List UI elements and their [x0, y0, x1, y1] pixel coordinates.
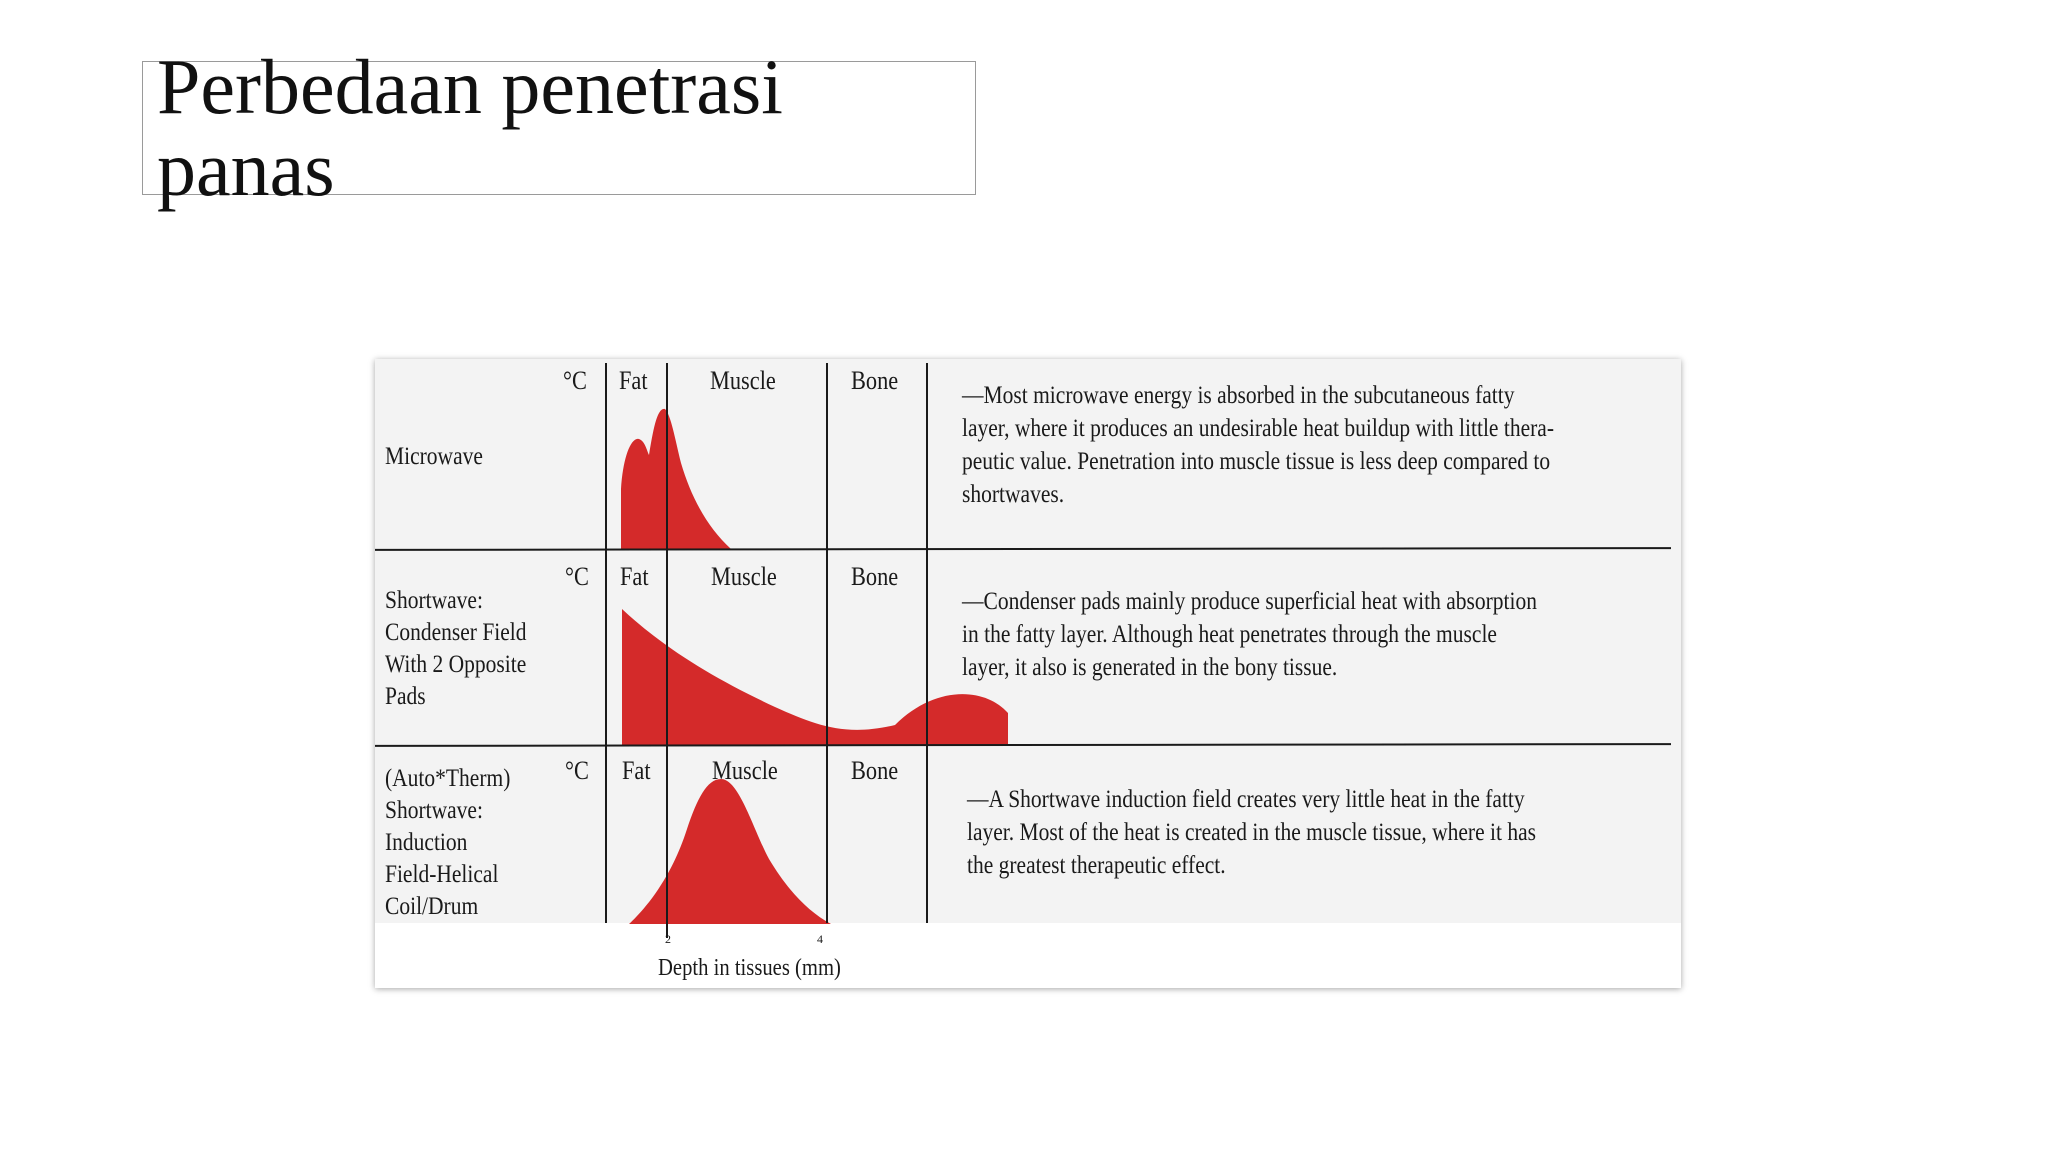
bone-header-row-1: Bone	[851, 366, 899, 395]
unit-label-row-2: °C	[565, 562, 589, 591]
slide-title: Perbedaan penetrasi panas	[157, 43, 783, 212]
muscle-header-row-2: Muscle	[711, 562, 777, 591]
fat-muscle-divider	[666, 363, 668, 938]
muscle-header-row-1: Muscle	[710, 366, 776, 395]
shortwave-induction-heat-curve	[629, 779, 831, 924]
title-placeholder[interactable]	[142, 43, 976, 212]
muscle-header-row-3: Muscle	[712, 756, 778, 785]
unit-label-row-3: °C	[565, 756, 589, 785]
shortwave-condenser-heat-curve	[622, 609, 1008, 745]
unit-label-row-1: °C	[563, 366, 587, 395]
heat-penetration-figure	[375, 359, 1681, 988]
axis-title: Depth in tissues (mm)	[658, 955, 841, 981]
row-label-microwave: Microwave	[385, 443, 483, 470]
fat-header-row-1: Fat	[619, 366, 648, 395]
muscle-bone-divider	[826, 363, 828, 923]
description-microwave: —Most microwave energy is absorbed in the subcutaneous fatty layer, where it produces an undesirable heat buildup with little thera- peutic value. Penetration into muscle tissue is less deep compared to shortwaves.	[962, 382, 1554, 508]
row-label-shortwave-induction: (Auto*Therm) Shortwave: Induction Field-Helical Coil/Drum	[385, 765, 511, 920]
bone-header-row-3: Bone	[851, 756, 899, 785]
row-label-shortwave-condenser: Shortwave: Condenser Field With 2 Opposite Pads	[385, 587, 527, 710]
fat-header-row-3: Fat	[622, 756, 651, 785]
microwave-heat-curve	[621, 409, 731, 549]
axis-tick-4: 4	[817, 932, 823, 946]
fat-header-row-2: Fat	[620, 562, 649, 591]
axis-tick-2: 2	[665, 932, 671, 946]
chart-description-divider	[926, 363, 928, 923]
description-shortwave-induction: —A Shortwave induction field creates very little heat in the fatty layer. Most of the heat is created in the muscle tissue, where it has the greatest therapeutic effect.	[967, 786, 1536, 879]
left-column-divider	[605, 363, 607, 923]
description-shortwave-condenser: —Condenser pads mainly produce superficial heat with absorption in the fatty layer. Although heat penetrates through the muscle layer, it also is generated in the bony tissue.	[962, 588, 1537, 681]
bone-header-row-2: Bone	[851, 562, 899, 591]
